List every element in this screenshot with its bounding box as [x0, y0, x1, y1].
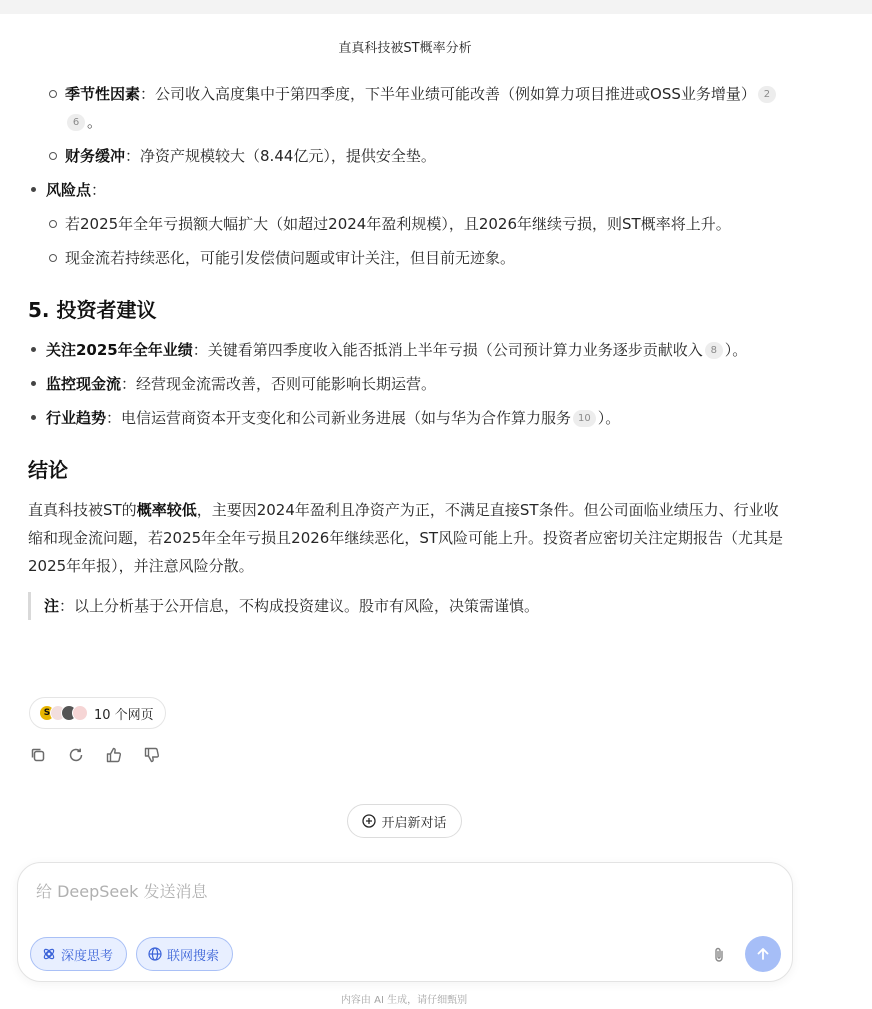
item-text: ：公司收入高度集中于第四季度，下半年业绩可能改善（例如算力项目推进或OSS业务增量） [140, 85, 756, 103]
section-heading: 5. 投资者建议 [28, 298, 157, 322]
sub-list [48, 80, 788, 170]
list-item [29, 176, 788, 204]
attachment-icon[interactable] [709, 945, 729, 965]
regenerate-icon[interactable] [66, 745, 86, 765]
web-search-label: 联网搜索 [167, 948, 220, 964]
thumbs-up-icon[interactable] [104, 745, 124, 765]
text: 直真科技被ST的 [28, 501, 137, 519]
list-item: 若2025年全年亏损额大幅扩大（如超过2024年盈利规模），且2026年继续亏损，则ST概率将上升。 [48, 210, 788, 238]
note-text: ：以上分析基于公开信息，不构成投资建议。股市有风险，决策需谨慎。 [59, 597, 540, 615]
answer-content [28, 80, 788, 620]
new-chat-button[interactable] [347, 804, 462, 838]
citation-badge[interactable]: 10 [573, 410, 596, 427]
web-search-toggle[interactable] [136, 937, 233, 971]
item-text: ：电信运营商资本开支变化和公司新业务进展（如与华为合作算力服务 [106, 409, 572, 427]
item-text: ： [91, 181, 107, 199]
section-heading: 结论 [28, 458, 68, 482]
globe-icon [148, 947, 162, 961]
source-favicons [39, 705, 88, 721]
item-text: ：净资产规模较大（8.44亿元），提供安全垫。 [125, 147, 436, 165]
thumbs-down-icon[interactable] [142, 745, 162, 765]
item-text: ：经营现金流需改善，否则可能影响长期运营。 [121, 375, 437, 393]
new-chat-label: 开启新对话 [381, 815, 447, 831]
list-item [29, 336, 788, 364]
copy-icon[interactable] [28, 745, 48, 765]
citation-badge[interactable]: 8 [705, 342, 723, 359]
item-label: 行业趋势 [46, 409, 107, 427]
item-label: 季节性因素 [65, 85, 141, 103]
ai-disclaimer: 内容由 AI 生成，请仔细甄别 [340, 995, 468, 1006]
list-item: 现金流若持续恶化，可能引发偿债问题或审计关注，但目前无迹象。 [48, 244, 788, 272]
citation-badge[interactable]: 2 [758, 86, 776, 103]
list-item [29, 404, 788, 432]
note-label: 注 [44, 597, 60, 615]
message-composer[interactable] [17, 862, 793, 982]
sources-label: 10 个网页 [94, 707, 154, 723]
item-text: ：关键看第四季度收入能否抵消上半年亏损（公司预计算力业务逐步贡献收入 [192, 341, 703, 359]
risk-sub-list [48, 210, 788, 272]
item-label: 关注2025年全年业绩 [46, 341, 193, 359]
item-label: 监控现金流 [46, 375, 122, 393]
emphasis: 概率较低 [136, 501, 197, 519]
deep-think-toggle[interactable] [30, 937, 127, 971]
list-item [29, 370, 788, 398]
item-tail: 。 [87, 113, 103, 131]
plus-circle-icon [362, 814, 376, 828]
deep-think-label: 深度思考 [61, 948, 114, 964]
list-item [48, 80, 788, 136]
item-tail: ）。 [724, 341, 748, 359]
top-bar [0, 0, 872, 14]
sources-button[interactable] [29, 697, 166, 729]
advice-list [29, 336, 788, 432]
message-actions [28, 745, 180, 765]
list-item [48, 142, 788, 170]
text: ，主要因2024年盈利且净资产为正，不满足直接ST条件。但公司面临业绩压力、行业收缩和现金流问题，若2025年全年亏损且2026年继续恶化，ST风险可能上升。投资者应密切关注定期报告（尤其是2025年年报），并注意风险分散。 [28, 501, 784, 575]
item-label: 财务缓冲 [65, 147, 126, 165]
disclaimer-note [28, 592, 788, 620]
item-tail: ）。 [597, 409, 621, 427]
message-input[interactable]: 给 DeepSeek 发送消息 [36, 882, 208, 901]
conclusion-paragraph [28, 496, 788, 580]
deep-think-icon [42, 947, 56, 961]
site-favicon-icon: S [39, 705, 55, 721]
item-label: 风险点 [46, 181, 92, 199]
send-button[interactable] [745, 936, 781, 972]
risk-list [29, 176, 788, 204]
arrow-up-icon [755, 946, 771, 962]
citation-badge[interactable]: 6 [67, 114, 85, 131]
site-favicon-icon [72, 705, 88, 721]
conversation-title: 直真科技被ST概率分析 [338, 41, 472, 56]
